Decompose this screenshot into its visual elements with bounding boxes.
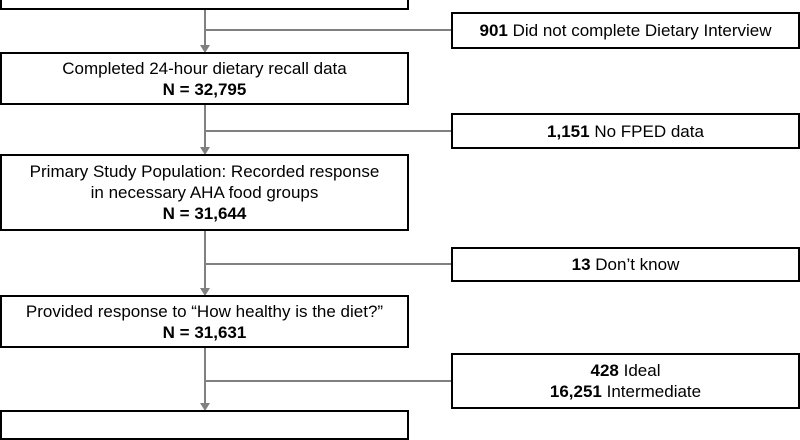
exclusion-count: 1,151: [547, 121, 590, 141]
exclusion-row: [550, 381, 701, 402]
flow-box-recall: [0, 52, 409, 105]
flow-box-primary-population: [0, 154, 409, 231]
flow-box-bottom-cropped: [0, 410, 409, 440]
exclusion-count: 428: [590, 361, 619, 380]
exclusion-row: [591, 360, 661, 381]
box-count: N = 31,631: [162, 322, 247, 342]
connector-branch: [205, 29, 451, 31]
flow-box-provided-response: [0, 295, 409, 348]
exclusion-box-dont-know: [451, 247, 800, 282]
box-count: N = 32,795: [162, 79, 247, 99]
exclusion-label: Did not complete Dietary Interview: [512, 21, 772, 40]
box-text: Provided response to “How healthy is the diet?”: [25, 301, 384, 321]
flow-box-top-cropped: [0, 0, 409, 10]
exclusion-box-fped: [451, 113, 800, 149]
connector-vertical: [204, 105, 206, 148]
box-text: Primary Study Population: Recorded response: [29, 162, 380, 181]
exclusion-label: Ideal: [623, 361, 661, 380]
box-text: in necessary AHA food groups: [90, 183, 319, 202]
connector-vertical: [204, 348, 206, 404]
exclusion-row: [480, 20, 772, 41]
box-text: Completed 24-hour dietary recall data: [62, 58, 347, 78]
exclusion-label: Intermediate: [606, 382, 702, 401]
connector-branch: [205, 380, 451, 382]
connector-branch: [205, 130, 451, 132]
connector-vertical: [204, 231, 206, 289]
exclusion-count: 901: [479, 21, 508, 40]
connector-branch: [205, 263, 451, 265]
exclusion-label: Don’t know: [595, 255, 680, 274]
exclusion-row: [547, 121, 704, 142]
exclusion-box-dietary-interview: [451, 12, 800, 49]
box-count: N = 31,644: [162, 204, 247, 223]
exclusion-box-diet-ratings: [451, 353, 800, 409]
exclusion-count: 13: [571, 255, 591, 274]
exclusion-count: 16,251: [549, 382, 602, 401]
connector-vertical: [204, 10, 206, 46]
exclusion-row: [572, 254, 680, 275]
exclusion-label: No FPED data: [594, 121, 704, 141]
